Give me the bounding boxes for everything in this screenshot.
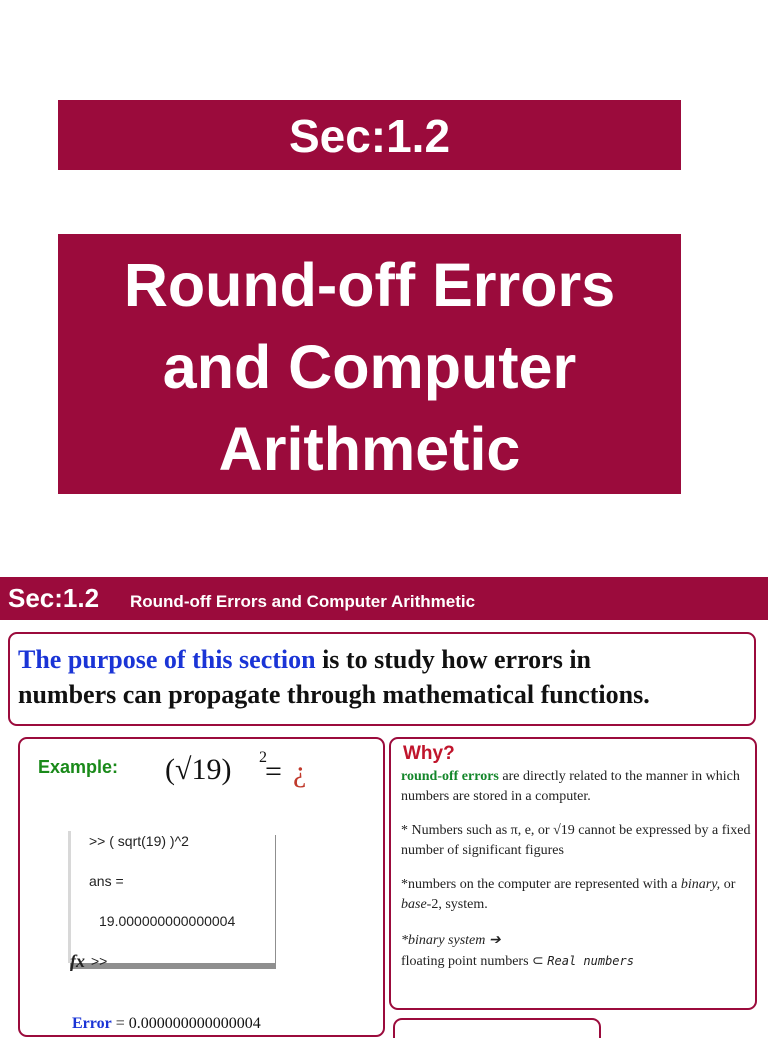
why-p4-b-line (401, 951, 756, 972)
fx-icon: fx (70, 951, 85, 971)
error-label: Error (72, 1015, 112, 1032)
header-section: Sec:1.2 (8, 583, 100, 613)
why-paragraph-2: * Numbers such as π, e, or √19 cannot be expressed by a fixed number of significant figures (401, 823, 751, 858)
why-p3-a: *numbers on the computer are represented with a (401, 877, 681, 892)
console-line-prompt: >> (91, 953, 108, 969)
error-line (72, 1015, 261, 1033)
why-p4-b: floating point numbers ⊂ (401, 954, 548, 969)
math-radical: (√19) (165, 753, 232, 786)
next-box-edge (393, 1018, 601, 1038)
purpose-highlight: The purpose of this section (18, 645, 316, 674)
console-line-value: 19.000000000000004 (99, 913, 236, 929)
console-line-command: >> ( sqrt(19) )^2 (89, 833, 189, 849)
math-equals: = (265, 755, 282, 788)
why-paragraph-4 (401, 931, 756, 972)
why-p4-binary: *binary system ➔ (401, 933, 501, 948)
why-highlight: round-off errors (401, 769, 499, 784)
why-p4-c: Real numbers (547, 954, 634, 968)
why-paragraph-3 (401, 875, 756, 915)
console-line-ans: ans = (89, 873, 124, 889)
purpose-box (8, 632, 756, 726)
title-line-1: Round-off Errors (123, 251, 616, 319)
why-title: Why? (403, 743, 455, 764)
why-p3-binary: binary, (680, 877, 721, 892)
error-value: = 0.000000000000004 (111, 1015, 261, 1032)
title-banner (58, 234, 681, 494)
why-p3-b: or (720, 877, 736, 892)
why-p3-c: -2, system. (426, 897, 488, 912)
section-title-banner: Sec:1.2 (58, 100, 681, 170)
math-expression (165, 749, 307, 788)
math-rhs: ¿ (293, 755, 307, 788)
why-paragraph-1 (401, 767, 756, 807)
why-p4-a (401, 931, 756, 951)
purpose-line-2: numbers can propagate through mathematical functions. (18, 680, 650, 709)
example-box (18, 737, 385, 1037)
header-subtitle: Round-off Errors and Computer Arithmetic (130, 592, 476, 611)
why-p3-base: base (401, 897, 427, 912)
why-p1-rest: are directly related to the manner in which numbers are stored in a computer. (401, 769, 740, 804)
math-exponent: 2 (259, 749, 267, 766)
example-label: Example: (38, 757, 119, 777)
why-box (389, 737, 757, 1010)
title-line-2: and Computer (162, 333, 577, 401)
slide-header-bar (0, 577, 768, 620)
title-line-3: Arithmetic (218, 415, 521, 483)
purpose-line-1 (18, 642, 754, 677)
purpose-rest: is to study how errors in (315, 645, 592, 674)
matlab-console (68, 831, 275, 969)
